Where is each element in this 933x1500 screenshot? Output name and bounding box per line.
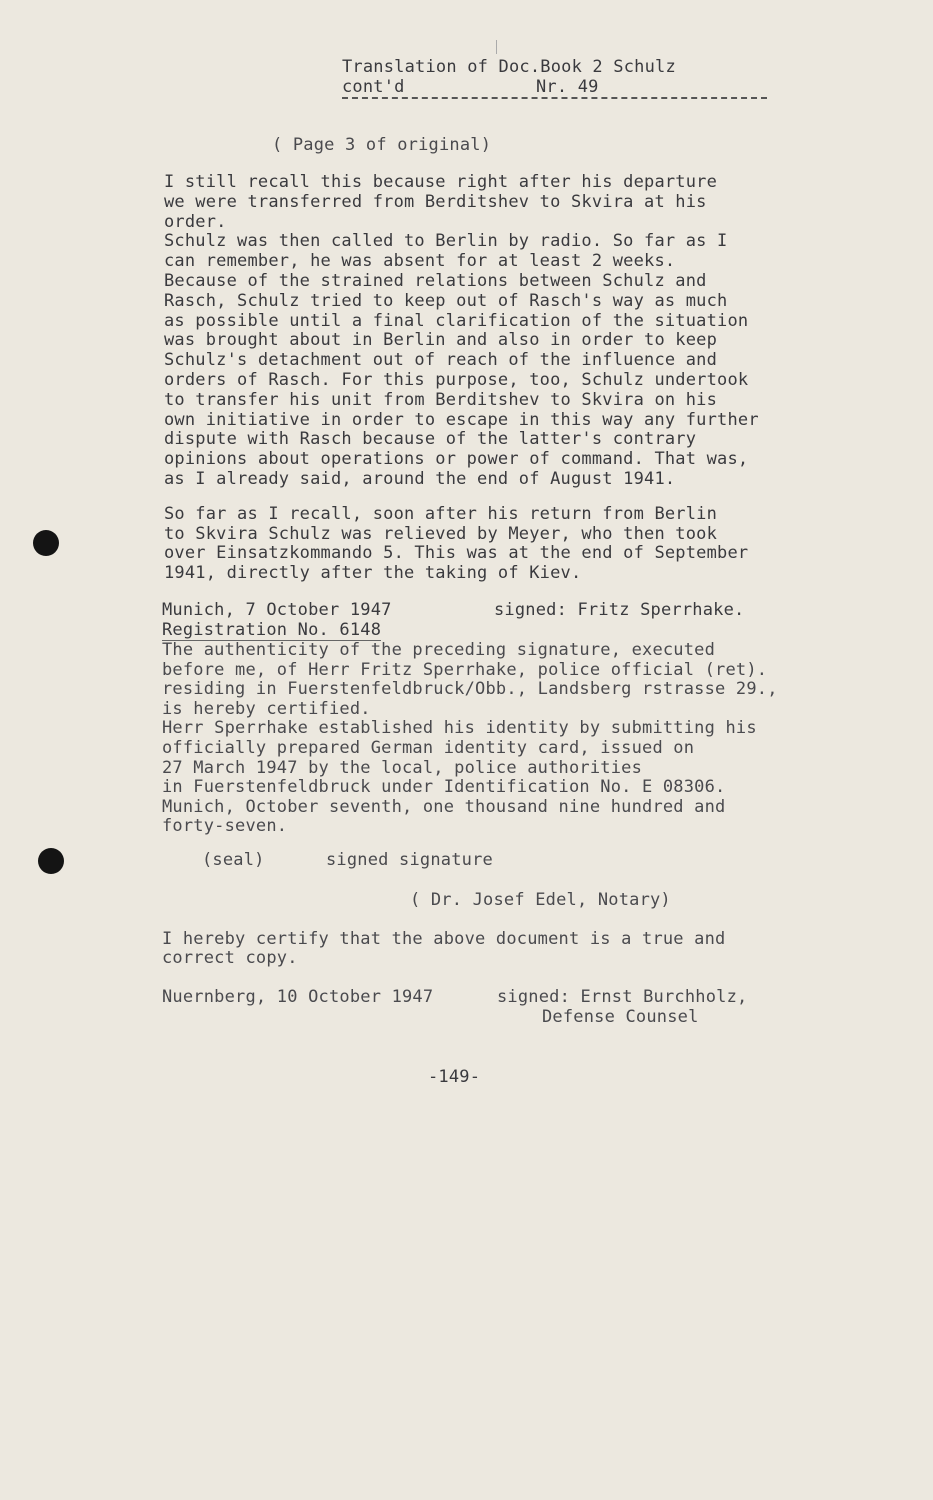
signature1-signed: signed: Fritz Sperrhake. xyxy=(494,600,745,620)
certification-line: forty-seven. xyxy=(162,816,288,837)
certification-line: in Fuerstenfeldbruck under Identification No. E 08306. xyxy=(162,777,726,798)
header-rule xyxy=(342,97,767,99)
paragraph-1-line: own initiative in order to escape in this way any further xyxy=(164,409,759,430)
certification-line: residing in Fuerstenfeldbruck/Obb., Landsberg rstrasse 29., xyxy=(162,679,778,700)
header-cont: cont'd xyxy=(342,77,405,97)
certification-line: Munich, October seventh, one thousand nine hundred and xyxy=(162,796,726,817)
paragraph-1-line: to transfer his unit from Berditshev to Skvira on his xyxy=(164,389,718,410)
signature1-place-date: Munich, 7 October 1947 xyxy=(162,600,392,620)
pencil-mark xyxy=(496,40,497,54)
copy-certification-line: I hereby certify that the above document is a true and xyxy=(162,929,726,949)
signature2-place-date: Nuernberg, 10 October 1947 xyxy=(162,987,434,1007)
paragraph-1-line: as possible until a final clarification of the situation xyxy=(164,310,749,331)
page-reference: ( Page 3 of original) xyxy=(272,135,492,155)
certification-line: 27 March 1947 by the local, police authorities xyxy=(162,757,643,778)
certification-line: officially prepared German identity card, issued on xyxy=(162,738,695,758)
seal-label: (seal) xyxy=(202,850,265,870)
notary-name: ( Dr. Josef Edel, Notary) xyxy=(410,890,671,910)
paragraph-1-line: I still recall this because right after his departure xyxy=(164,172,718,192)
paragraph-1-line: Rasch, Schulz tried to keep out of Rasch's way as much xyxy=(164,290,728,311)
certification-line: Herr Sperrhake established his identity by submitting his xyxy=(162,718,757,739)
paragraph-1-line: we were transferred from Berditshev to Skvira at his xyxy=(164,191,707,212)
header-title: Translation of Doc.Book 2 Schulz xyxy=(342,57,676,77)
signature2-signed: signed: Ernst Burchholz, xyxy=(497,987,748,1007)
paragraph-1-line: Schulz was then called to Berlin by radio. So far as I xyxy=(164,231,728,252)
header-number: Nr. 49 xyxy=(536,77,599,97)
paragraph-1-line: orders of Rasch. For this purpose, too, Schulz undertook xyxy=(164,370,749,390)
page-number: -149- xyxy=(428,1067,481,1087)
certification-line: The authenticity of the preceding signature, executed xyxy=(162,640,716,660)
certification-line: is hereby certified. xyxy=(162,698,371,719)
paragraph-2-line: 1941, directly after the taking of Kiev. xyxy=(164,562,582,583)
paragraph-1-line: as I already said, around the end of August 1941. xyxy=(164,469,676,489)
paragraph-1-line: opinions about operations or power of command. That was, xyxy=(164,449,749,470)
paragraph-1-line: order. xyxy=(164,211,227,232)
signed-signature-label: signed signature xyxy=(326,850,493,870)
punch-hole-bottom xyxy=(38,848,64,874)
paragraph-2-line: So far as I recall, soon after his return from Berlin xyxy=(164,504,718,524)
paragraph-1-line: dispute with Rasch because of the latter's contrary xyxy=(164,429,697,450)
paragraph-1-line: can remember, he was absent for at least 2 weeks. xyxy=(164,251,676,272)
certification-line: before me, of Herr Fritz Sperrhake, police official (ret). xyxy=(162,659,768,680)
paragraph-1-line: Schulz's detachment out of reach of the influence and xyxy=(164,350,718,371)
registration-number: Registration No. 6148 xyxy=(162,620,382,640)
paragraph-2-line: to Skvira Schulz was relieved by Meyer, who then took xyxy=(164,523,718,544)
paragraph-2-line: over Einsatzkommando 5. This was at the end of September xyxy=(164,543,749,563)
paragraph-1-line: was brought about in Berlin and also in order to keep xyxy=(164,330,718,351)
punch-hole-top xyxy=(33,530,59,556)
signature2-role: Defense Counsel xyxy=(542,1007,699,1027)
paragraph-1-line: Because of the strained relations between Schulz and xyxy=(164,271,707,291)
copy-certification-line: correct copy. xyxy=(162,948,298,968)
